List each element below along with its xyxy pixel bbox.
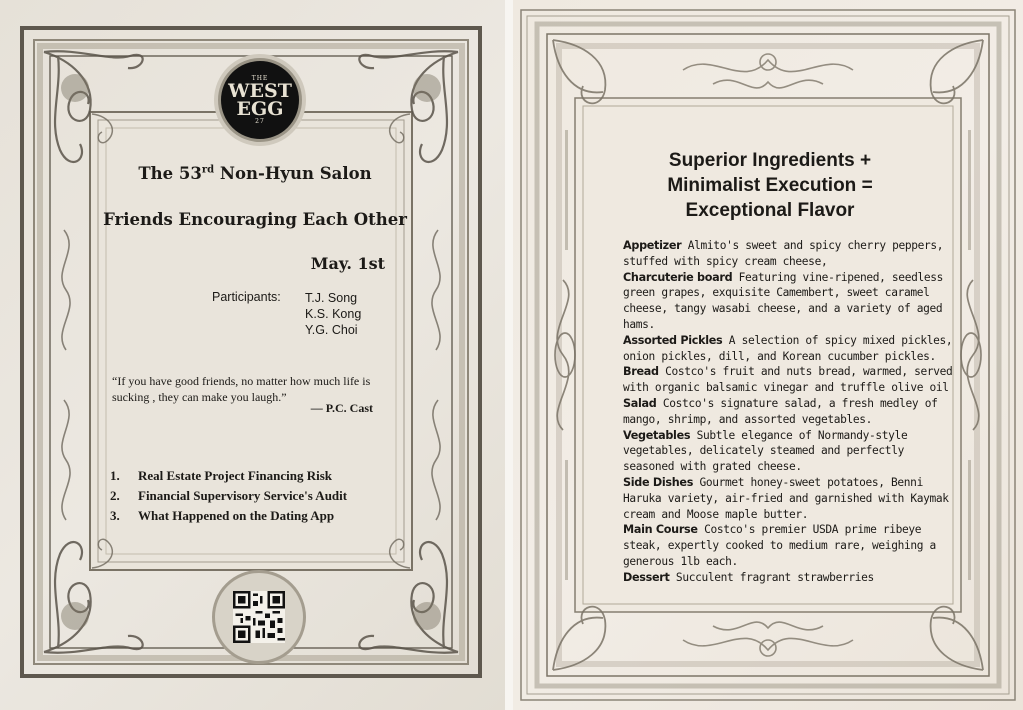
menu-item xyxy=(623,570,953,586)
course-description: Costco's signature salad, a fresh medley of mango, shrimp, and assorted vegetables. xyxy=(623,396,938,426)
topic-item: 1. Real Estate Project Financing Risk xyxy=(110,468,333,483)
topic-item: 3. What Happened on the Dating App xyxy=(110,508,335,523)
menu-item xyxy=(623,364,953,396)
participant-name: Y.G. Choi xyxy=(305,323,358,337)
menu-title-line: Minimalist Execution = xyxy=(667,175,873,196)
topic-item: 2. Financial Supervisory Service's Audit xyxy=(110,488,348,503)
menu-title-line: Superior Ingredients + xyxy=(668,150,872,171)
menu-item xyxy=(623,396,953,428)
course-name: Dessert xyxy=(623,570,670,584)
course-name: Main Course xyxy=(623,523,698,537)
salon-date: May. 1st xyxy=(310,254,385,273)
course-description: Gourmet honey-sweet potatoes, Benni Haruka variety, air-fried and garnished with Kaymak cream and Moose maple butter. xyxy=(623,475,949,521)
salon-title: The 53rd Non-Hyun Salon xyxy=(138,164,372,183)
menu-item xyxy=(623,333,953,365)
quote-attribution: — P.C. Cast xyxy=(310,401,373,415)
course-name: Side Dishes xyxy=(623,475,694,489)
course-description: A selection of spicy mixed pickles, onion pickles, dill, and Korean cucumber pickles. xyxy=(623,333,953,363)
course-description: Featuring vine-ripened, seedless green grapes, exquisite Camembert, sweet caramel cheese, tangy wasabi cheese, and a variety of aged hams. xyxy=(623,270,944,331)
quote-text: “If you have good friends, no matter how much life is sucking , they can make you laugh.” xyxy=(112,374,371,404)
participant-name: K.S. Kong xyxy=(305,307,362,321)
course-name: Bread xyxy=(623,365,659,379)
course-description: Succulent fragrant strawberries xyxy=(669,570,874,584)
menu-title-line: Exceptional Flavor xyxy=(685,200,855,221)
west-egg-logo xyxy=(218,58,302,142)
menu-item xyxy=(623,475,953,522)
participants-list xyxy=(305,290,361,338)
salon-invitation-card xyxy=(0,0,505,710)
qr-code-medallion xyxy=(212,570,306,664)
course-description: Almito's sweet and spicy cherry peppers, stuffed with spicy cream cheese, xyxy=(623,239,944,268)
course-name: Vegetables xyxy=(623,428,691,442)
participants-label: Participants: xyxy=(212,290,281,304)
menu-item xyxy=(623,238,953,270)
salon-tagline: Friends Encouraging Each Other xyxy=(103,210,407,229)
course-description: Subtle elegance of Normandy-style vegetables, delicately steamed and perfectly seasoned with grated cheese. xyxy=(623,428,908,474)
course-description: Costco's fruit and nuts bread, warmed, served with organic balsamic vinegar and truffle olive oil xyxy=(623,365,953,395)
course-name: Salad xyxy=(623,396,657,410)
discussion-topics xyxy=(110,466,347,526)
logo-word-west: WEST xyxy=(228,80,292,102)
participant-name: T.J. Song xyxy=(305,291,358,305)
menu-title xyxy=(600,148,940,223)
qr-code-icon xyxy=(233,591,285,643)
logo-word-egg: EGG xyxy=(236,98,284,120)
course-name: Appetizer xyxy=(623,239,682,252)
menu-item xyxy=(623,428,953,475)
course-description: Costco's premier USDA prime ribeye steak, expertly cooked to medium rare, weighing a generous 1lb each. xyxy=(623,523,936,568)
menu-item xyxy=(623,270,953,333)
course-name: Charcuterie board xyxy=(623,270,733,284)
logo-number: 27 xyxy=(255,118,265,125)
card-gutter xyxy=(505,0,513,710)
menu-course-list xyxy=(623,238,953,586)
logo-top-text: THE xyxy=(251,75,269,82)
menu-item xyxy=(623,522,953,569)
course-name: Assorted Pickles xyxy=(623,333,723,347)
